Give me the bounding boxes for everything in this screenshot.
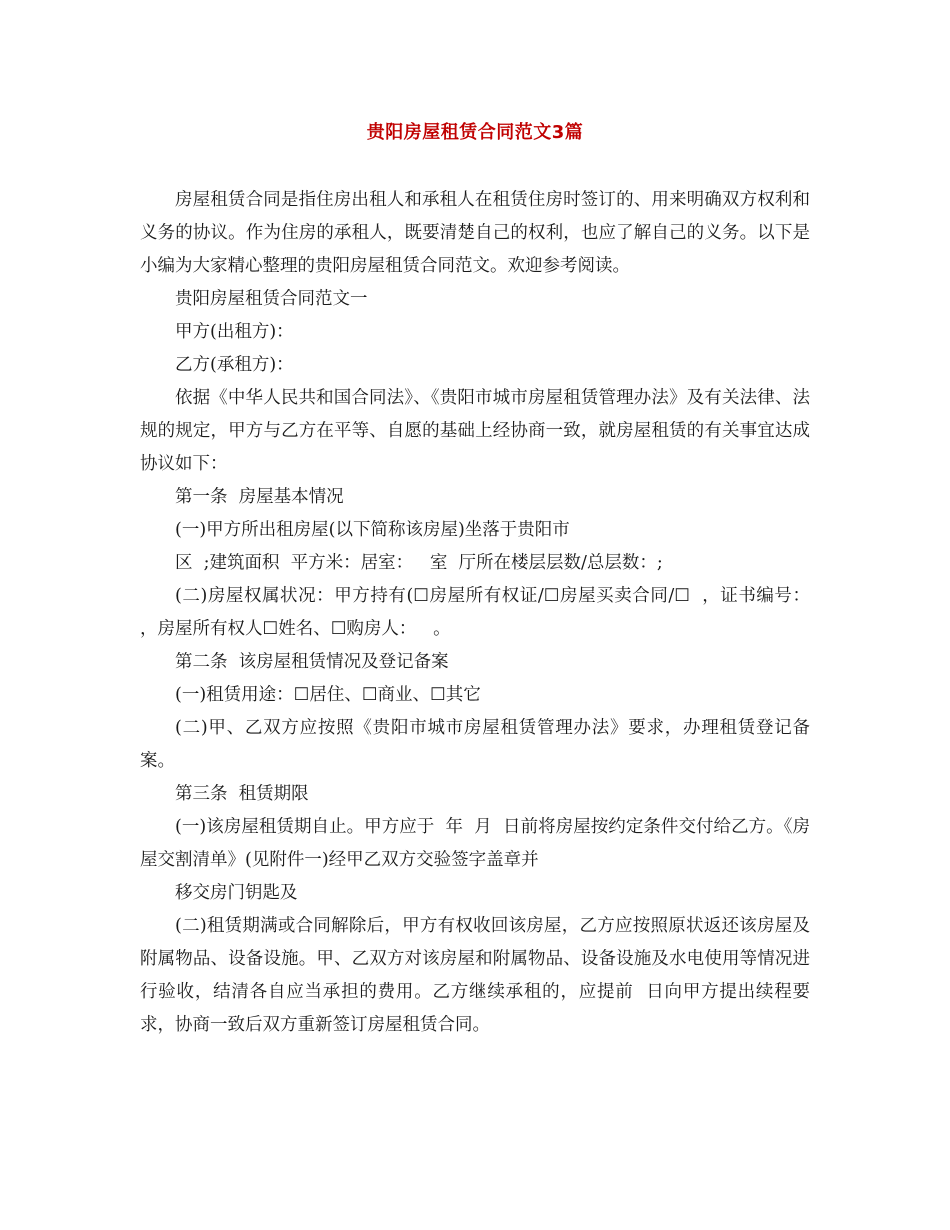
- article-one-area-line: 区 ;建筑面积 平方米：居室： 室 厅所在楼层层数/总层数：;: [175, 553, 663, 573]
- intro-paragraph: 房屋租赁合同是指住房出租人和承租人在租赁住房时签订的、用来明确双方权利和义务的协议。作为住房的承租人，既要清楚自己的权利，也应了解自己的义务。以下是小编为大家精心整理的贵阳房屋租赁合同范文。欢迎参考阅读。: [140, 190, 810, 276]
- article-three-item-two: (二)租赁期满或合同解除后，甲方有权收回该房屋，乙方应按照原状返还该房屋及附属物品、设备设施。甲、乙双方对该房屋和附属物品、设备设施及水电使用等情况进行验收，结清各自应当承担的费用。乙方继续承租的，应提前 日向甲方提出续程要求，协商一致后双方重新签订房屋租赁合同。: [140, 916, 810, 1035]
- article-three-keys-line: 移交房门钥匙及: [175, 883, 298, 903]
- article-one-item-one: (一)甲方所出租房屋(以下简称该房屋)坐落于贵阳市: [175, 520, 570, 540]
- article-three-heading: 第三条 租赁期限: [175, 784, 309, 804]
- article-two-item-two: (二)甲、乙双方应按照《贵阳市城市房屋租赁管理办法》要求，办理租赁登记备案。: [140, 718, 810, 771]
- party-a-line: 甲方(出租方)：: [175, 322, 294, 342]
- article-one-heading: 第一条 房屋基本情况: [175, 487, 344, 507]
- legal-basis-paragraph: 依据《中华人民共和国合同法》、《贵阳市城市房屋租赁管理办法》及有关法律、法规的规定，甲方与乙方在平等、自愿的基础上经协商一致，就房屋租赁的有关事宜达成协议如下：: [140, 388, 810, 474]
- article-one-item-two: (二)房屋权属状况：甲方持有(☐房屋所有权证/☐房屋买卖合同/☐ ，证书编号： ，房屋所有权人☐姓名、☐购房人： 。: [140, 586, 822, 639]
- section-heading-sample-one: 贵阳房屋租赁合同范文一: [175, 289, 368, 309]
- article-three-item-one: (一)该房屋租赁期自止。甲方应于 年 月 日前将房屋按约定条件交付给乙方。《房屋交割清单》(见附件一)经甲乙双方交验签字盖章并: [140, 817, 810, 870]
- article-two-heading: 第二条 该房屋租赁情况及登记备案: [175, 652, 449, 672]
- article-two-item-one: (一)租赁用途：☐居住、☐商业、☐其它: [175, 685, 481, 705]
- document-title: 贵阳房屋租赁合同范文3篇: [366, 122, 584, 143]
- party-b-line: 乙方(承租方)：: [175, 355, 294, 375]
